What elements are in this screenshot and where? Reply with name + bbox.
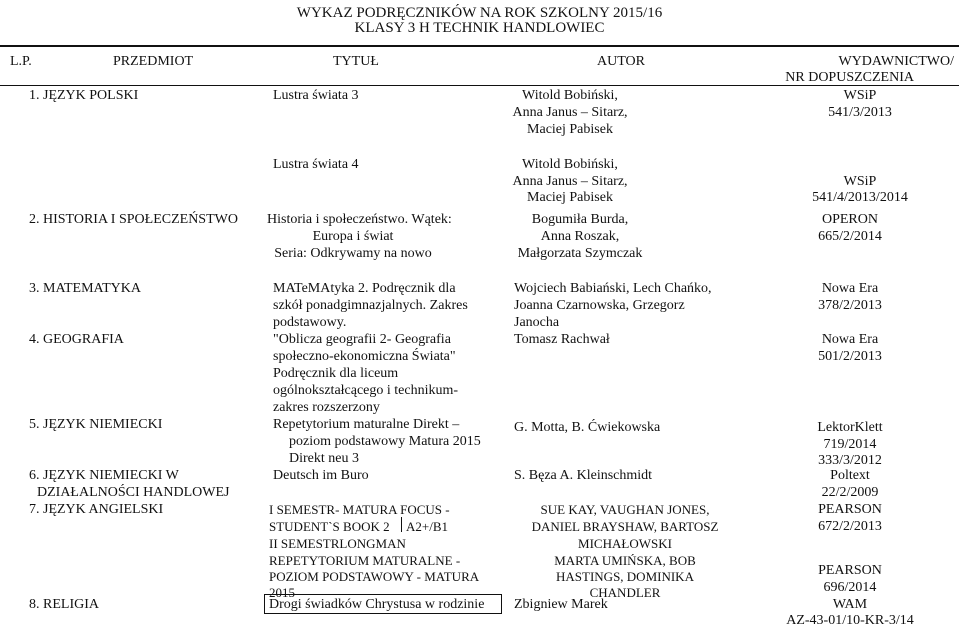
row-3-approval-no: 378/2/2013: [818, 298, 882, 313]
row-1-author-1: Witold Bobiński,: [522, 88, 618, 103]
row-6-subject-2: DZIAŁALNOŚCI HANDLOWEJ: [37, 485, 230, 500]
row-5-subject: 5. JĘZYK NIEMIECKI: [29, 417, 163, 432]
row-4-subject: 4. GEOGRAFIA: [29, 332, 124, 347]
row-4-approval-no: 501/2/2013: [818, 349, 882, 364]
row-2-subject: 2. HISTORIA I SPOŁECZEŃSTWO: [29, 212, 238, 227]
row-7-subject: 7. JĘZYK ANGIELSKI: [29, 502, 164, 517]
row-1-author-2: Anna Janus – Sitarz,: [512, 105, 628, 120]
row-3-publisher: Nowa Era: [821, 281, 879, 296]
row-7-title-5: POZIOM PODSTAWOWY - MATURA: [269, 569, 480, 584]
row-7-title-divider: [401, 517, 402, 532]
row-5-title-3: Direkt neu 3: [289, 451, 359, 466]
row-1-subject: 1. JĘZYK POLSKI: [29, 88, 139, 103]
row-7-approval-no-2: 696/2014: [823, 580, 877, 595]
row-6-title-1: Deutsch im Buro: [273, 468, 369, 483]
row-7-publisher-2: PEARSON: [818, 563, 882, 578]
row-5-approval-no-2: 333/3/2012: [818, 453, 882, 468]
row-5-title-2: poziom podstawowy Matura 2015: [289, 434, 481, 449]
row-2-approval-no: 665/2/2014: [818, 229, 882, 244]
row-7-title-6: 2015: [269, 585, 295, 600]
row-7-author-5: HASTINGS, DOMINIKA: [556, 569, 694, 584]
row-1-approval-no: 541/3/2013: [828, 105, 892, 120]
col-header-lp: L.P.: [10, 54, 32, 69]
row-6-approval-no: 22/2/2009: [821, 485, 879, 500]
header-top-rule: [0, 45, 959, 47]
header-bottom-rule: [0, 85, 959, 86]
row-7-title-2-level: A2+/B1: [406, 519, 449, 534]
row-7-author-3: MICHAŁOWSKI: [578, 536, 672, 551]
row-8-author-1: Zbigniew Marek: [514, 597, 608, 612]
row-4-title-4: ogólnokształcącego i technikum-: [273, 383, 459, 398]
row-1b-author-1: Witold Bobiński,: [522, 157, 618, 172]
row-1-publisher: WSiP: [843, 88, 877, 103]
row-1-author-3: Maciej Pabisek: [527, 122, 613, 137]
row-7-title-2: STUDENT`S BOOK 2: [269, 519, 390, 534]
row-1b-author-2: Anna Janus – Sitarz,: [512, 174, 628, 189]
row-3-author-1: Wojciech Babiański, Lech Chańko,: [514, 281, 712, 296]
row-2-author-2: Anna Roszak,: [540, 229, 620, 244]
row-7-author-2: DANIEL BRAYSHAW, BARTOSZ: [531, 519, 719, 534]
row-1b-publisher: WSiP: [843, 174, 877, 189]
row-1b-title: Lustra świata 4: [273, 157, 359, 172]
row-3-title-2: szkół ponadgimnazjalnych. Zakres: [273, 298, 468, 313]
col-header-title: TYTUŁ: [333, 54, 379, 69]
row-4-title-3: Podręcznik dla liceum: [273, 366, 399, 381]
row-4-title-5: zakres rozszerzony: [273, 400, 380, 415]
row-3-author-2: Joanna Czarnowska, Grzegorz: [514, 298, 685, 313]
row-8-approval-no: AZ-43-01/10-KR-3/14: [786, 613, 914, 628]
row-4-publisher: Nowa Era: [821, 332, 879, 347]
row-2-title-1: Historia i społeczeństwo. Wątek:: [267, 212, 452, 227]
row-3-subject: 3. MATEMATYKA: [29, 281, 141, 296]
row-6-author-1: S. Bęza A. Kleinschmidt: [514, 468, 653, 483]
col-header-approval-no: NR DOPUSZCZENIA: [785, 70, 914, 85]
row-7-approval-no-1: 672/2/2013: [818, 519, 882, 534]
row-3-title-3: podstawowy.: [273, 315, 347, 330]
col-header-subject: PRZEDMIOT: [113, 54, 194, 69]
row-7-publisher-1: PEARSON: [818, 502, 882, 517]
row-2-title-2: Europa i świat: [312, 229, 394, 244]
row-4-author-1: Tomasz Rachwał: [514, 332, 610, 347]
row-7-title-4: REPETYTORIUM MATURALNE -: [269, 553, 461, 568]
row-8-publisher: WAM: [832, 597, 868, 612]
row-1-title: Lustra świata 3: [273, 88, 359, 103]
col-header-publisher: WYDAWNICTWO/: [838, 54, 954, 69]
row-4-title-2: społeczno-ekonomiczna Świata": [273, 349, 456, 364]
row-5-author-1: G. Motta, B. Ćwiekowska: [514, 420, 661, 435]
row-7-author-6: CHANDLER: [589, 585, 661, 600]
row-7-title-1: I SEMESTR- MATURA FOCUS -: [269, 502, 450, 517]
row-7-title-3: II SEMESTRLONGMAN: [269, 536, 406, 551]
row-8-title-1: Drogi świadków Chrystusa w rodzinie: [269, 597, 485, 612]
row-7-author-4: MARTA UMIŃSKA, BOB: [554, 553, 696, 568]
col-header-author: AUTOR: [597, 54, 645, 69]
row-8-subject: 8. RELIGIA: [29, 597, 99, 612]
row-2-publisher: OPERON: [821, 212, 878, 227]
row-6-publisher: Poltext: [830, 468, 870, 483]
row-3-author-3: Janocha: [514, 315, 560, 330]
row-2-author-3: Małgorzata Szymczak: [517, 246, 643, 261]
row-6-subject-1: 6. JĘZYK NIEMIECKI W: [29, 468, 179, 483]
row-5-title-1: Repetytorium maturalne Direkt –: [273, 417, 460, 432]
row-2-title-3: Seria: Odkrywamy na nowo: [274, 246, 432, 261]
row-5-publisher: LektorKlett: [817, 420, 883, 435]
row-1b-approval-no: 541/4/2013/2014: [812, 190, 908, 205]
page-title: WYKAZ PODRĘCZNIKÓW NA ROK SZKOLNY 2015/16: [296, 5, 663, 21]
row-7-author-1: SUE KAY, VAUGHAN JONES,: [540, 502, 710, 517]
row-5-approval-no-1: 719/2014: [823, 437, 877, 452]
row-4-title-1: "Oblicza geografii 2- Geografia: [273, 332, 451, 347]
row-3-title-1: MATeMAtyka 2. Podręcznik dla: [273, 281, 456, 296]
row-1b-author-3: Maciej Pabisek: [527, 190, 613, 205]
row-2-author-1: Bogumiła Burda,: [531, 212, 629, 227]
page-subtitle: KLASY 3 H TECHNIK HANDLOWIEC: [354, 20, 605, 36]
